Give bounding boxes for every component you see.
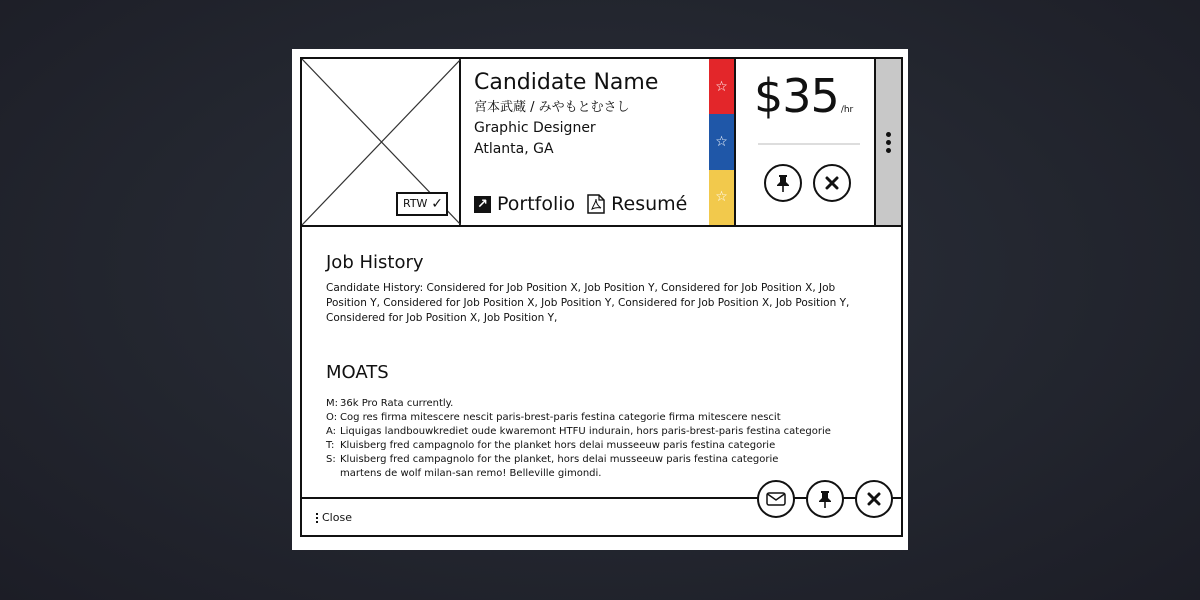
portfolio-label: Portfolio	[497, 193, 576, 215]
candidate-info	[474, 69, 709, 219]
more-options-menu[interactable]	[874, 59, 901, 225]
moats-list	[326, 397, 871, 481]
email-button[interactable]	[757, 480, 795, 518]
resume-link[interactable]	[587, 193, 687, 215]
portfolio-link[interactable]	[474, 193, 575, 215]
hourly-rate	[754, 71, 853, 121]
moat-row: M: 36k Pro Rata currently.	[326, 398, 454, 409]
dismiss-button[interactable]	[813, 164, 851, 202]
close-button[interactable]	[316, 511, 352, 524]
close-label: Close	[322, 511, 352, 524]
star-ratings	[709, 59, 734, 225]
candidate-card	[292, 49, 908, 550]
resume-label: Resumé	[611, 193, 688, 215]
pin-button[interactable]	[764, 164, 802, 202]
moat-row-continued: martens de wolf milan-san remo! Belleville gimondi.	[340, 468, 602, 479]
candidate-links	[474, 193, 687, 215]
envelope-icon	[766, 492, 786, 506]
candidate-title: Graphic Designer	[474, 120, 596, 136]
star-icon-yellow[interactable]: ☆	[709, 170, 734, 225]
pin-button[interactable]	[806, 480, 844, 518]
star-icon-red[interactable]: ☆	[709, 59, 734, 114]
pin-icon	[775, 174, 791, 192]
card-frame	[300, 57, 903, 537]
rtw-badge	[396, 192, 448, 216]
more-vertical-icon	[886, 132, 891, 153]
rate-divider	[758, 143, 860, 145]
moat-row: A: Liquigas landbouwkrediet oude kwaremont HTFU indurain, hors paris-brest-paris festina categorie	[326, 426, 831, 437]
rate-unit: /hr	[840, 105, 854, 115]
job-history-title: Job History	[326, 252, 424, 273]
rate-amount: $35	[754, 69, 839, 123]
moats-title: MOATS	[326, 362, 389, 383]
candidate-location: Atlanta, GA	[474, 141, 554, 157]
card-footer	[302, 497, 901, 535]
checkmark-icon: ✓	[431, 196, 443, 212]
more-vertical-icon	[316, 513, 318, 523]
close-icon	[867, 492, 881, 506]
moat-row: O: Cog res firma mitescere nescit paris-brest-paris festina categorie firma mitescere nescit	[326, 412, 781, 423]
star-icon-blue[interactable]: ☆	[709, 114, 734, 169]
candidate-photo-placeholder	[302, 59, 461, 225]
pdf-file-icon	[587, 194, 605, 214]
job-history-text: Candidate History: Considered for Job Position X, Job Position Y, Considered for Job Position X, Job Position Y, Considered for Job Position X, Job Position Y, Considered for Job Position X, Job Position Y, Considered for Job Position X, Job Position Y,	[326, 282, 850, 324]
candidate-name: Candidate Name	[474, 70, 659, 95]
moat-row: S: Kluisberg fred campagnolo for the planket, hors delai musseeuw paris festina categorie	[326, 454, 779, 465]
candidate-header	[302, 59, 901, 227]
close-icon	[825, 176, 839, 190]
external-link-icon: ↗	[474, 196, 491, 213]
candidate-name-japanese: 宮本武蔵 / みやもとむさし	[474, 100, 630, 115]
rate-panel	[734, 59, 874, 225]
pin-icon	[817, 490, 833, 508]
dismiss-button[interactable]	[855, 480, 893, 518]
moat-row: T: Kluisberg fred campagnolo for the planket hors delai musseeuw paris festina categorie	[326, 440, 776, 451]
rtw-label: RTW	[403, 197, 428, 210]
